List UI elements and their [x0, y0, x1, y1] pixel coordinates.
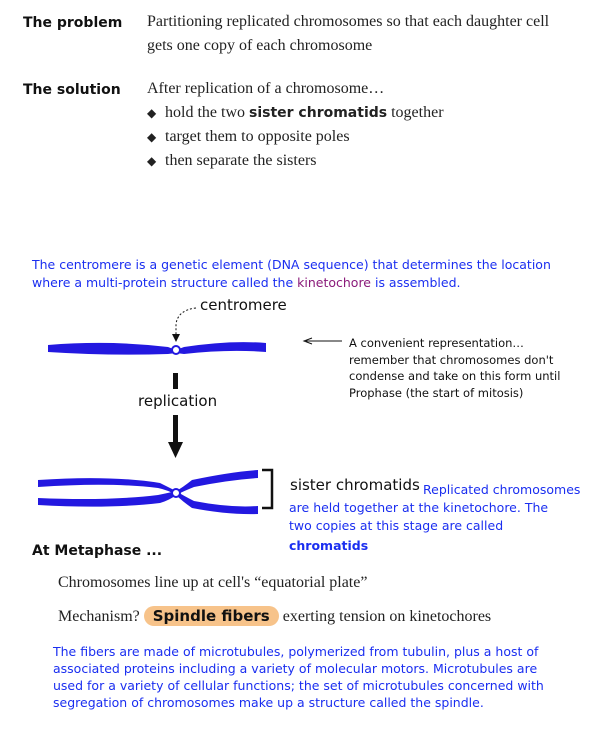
- replicated-note-line-2: are held together at the kinetochore. The: [289, 500, 549, 515]
- replication-arrow-shaft: [173, 415, 178, 445]
- solution-bullet-2: ◆ target them to opposite poles: [147, 128, 350, 145]
- chromatid-bottom: [38, 491, 258, 514]
- fibers-note: The fibers are made of microtubules, polymerized from tubulin, plus a host of associated proteins including a variety of molecular motors. Microtubules are used for a variety of cellular functions; the set of microtubules concerned with segregation of chromosomes make up a structure called the spindle.: [53, 644, 544, 710]
- replication-arrow-head: [168, 442, 183, 458]
- chromatid-top: [38, 470, 258, 495]
- replicated-note-line-3: two copies at this stage are called: [289, 518, 504, 533]
- centromere-pointer-icon: [176, 308, 196, 338]
- diamond-bullet-icon: ◆: [147, 130, 157, 144]
- solution-bullet-3: ◆ then separate the sisters: [147, 152, 317, 169]
- solution-intro: After replication of a chromosome…: [147, 80, 385, 97]
- problem-label: The problem: [23, 15, 123, 31]
- centromere-dot: [172, 346, 180, 354]
- spindle-fibers-highlight: Spindle fibers: [144, 606, 279, 626]
- metaphase-mechanism: Mechanism? Spindle fibers exerting tension on kinetochores: [58, 607, 492, 625]
- metaphase-heading: At Metaphase ...: [32, 543, 163, 559]
- solution-bullet-1: ◆ hold the two sister chromatids together: [147, 104, 444, 121]
- rep-note: A convenient representation… remember that chromosomes don't condense and take on this form until Prophase (the start of mitosis): [349, 336, 561, 400]
- sister-chromatids-label: sister chromatids: [290, 476, 420, 494]
- sister-chromatids-bold: sister chromatids: [249, 105, 388, 121]
- centromere-note-line-2: where a multi-protein structure called the kinetochore is assembled.: [32, 275, 461, 290]
- solution-label: The solution: [23, 82, 121, 98]
- centromere-label: centromere: [200, 296, 287, 314]
- diamond-bullet-icon: ◆: [147, 154, 157, 168]
- problem-line-2: gets one copy of each chromosome: [147, 37, 373, 54]
- replication-label: replication: [138, 392, 218, 410]
- problem-line-1: Partitioning replicated chromosomes so that each daughter cell: [147, 13, 550, 30]
- chromosome-single: [48, 342, 266, 355]
- metaphase-line-1: Chromosomes line up at cell's “equatorial plate”: [58, 574, 368, 591]
- sister-bracket: [262, 470, 272, 508]
- replicated-note-line-1: Replicated chromosomes: [423, 482, 581, 497]
- replicated-note-bold: chromatids: [289, 538, 369, 553]
- kinetochore-dot: [172, 489, 180, 497]
- diamond-bullet-icon: ◆: [147, 106, 157, 120]
- centromere-note-line-1: The centromere is a genetic element (DNA sequence) that determines the location: [32, 257, 551, 272]
- kinetochore-term: kinetochore: [297, 275, 371, 290]
- replication-arrow-top: [173, 373, 178, 389]
